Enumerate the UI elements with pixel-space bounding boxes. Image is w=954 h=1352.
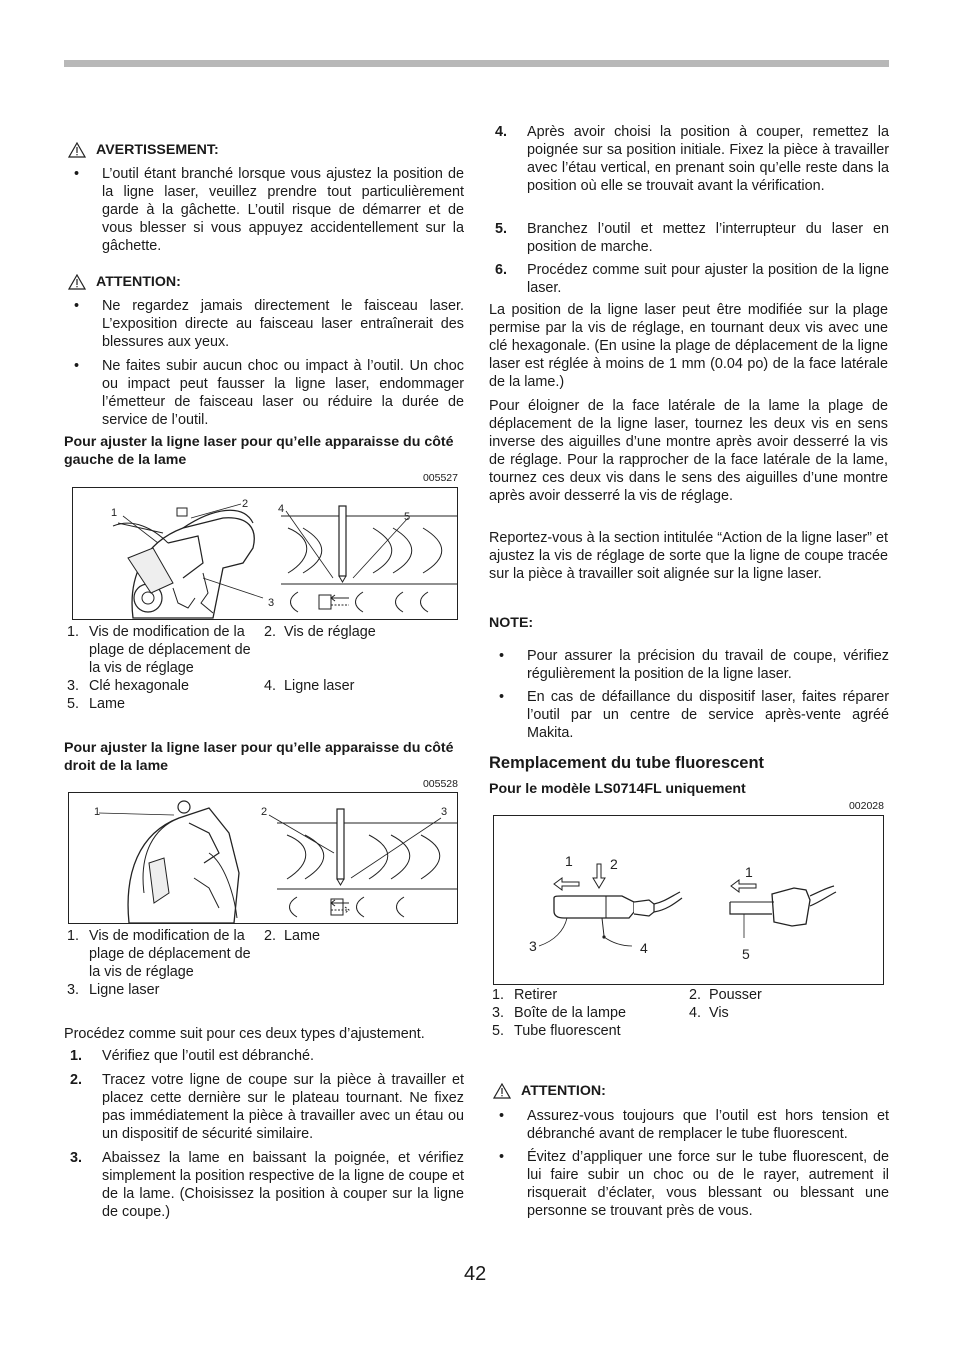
callout-2: 2 xyxy=(610,856,618,872)
page-number: 42 xyxy=(464,1263,487,1285)
figure-code: 005528 xyxy=(422,778,458,790)
callout-4: 4 xyxy=(640,940,648,956)
callout-3: 3 xyxy=(529,938,537,954)
header-rule xyxy=(64,60,889,67)
caution-bullet: • Ne regardez jamais directement le faisceau laser. L’exposition directe au faisceau laser entraînerait des blessures aux yeux. xyxy=(74,298,464,350)
paragraph: La position de la ligne laser peut être modifiée sur la plage permise par la vis de réglage, en tournant deux vis avec une clé hexagonale. (En usine la plage de déplacement de la ligne laser est réglée à moins de 1 mm (0.04 po) de la face latérale de la lame.) xyxy=(489,302,888,390)
callout-1b: 1 xyxy=(745,864,753,880)
step-item: 6. Procédez comme suit pour ajuster la position de la ligne laser. xyxy=(495,262,889,296)
callout-4: 4 xyxy=(278,503,285,515)
caution-bullet: • Ne faites subir aucun choc ou impact à l’outil. Un choc ou impact peut fausser la ligne laser, endommager l’émetteur de faisceau laser ou réduire la durée de service de l’outil. xyxy=(74,358,464,428)
figure-code: 002028 xyxy=(848,800,884,812)
figure-laser-left xyxy=(72,487,458,620)
tube-illustration xyxy=(494,816,883,984)
caution-bullet: • Assurez-vous toujours que l’outil est hors tension et débranché avant de remplacer le tube fluorescent. xyxy=(499,1108,889,1142)
paragraph: Pour éloigner de la face latérale de la lame la plage de déplacement de la ligne laser, tournez les deux vis en sens inverse des aiguilles d’une montre après avoir desserré la vis de réglage. Pour la rapprocher de la face latérale de la lame, tournez ces deux vis dans le sens des aiguilles d’une montre après avoir desserré la vis de réglage. xyxy=(489,398,888,504)
callout-3: 3 xyxy=(268,597,275,609)
saw-laser-right-illustration xyxy=(69,793,457,923)
callout-2: 2 xyxy=(242,498,249,510)
warning-bullet: • L’outil étant branché lorsque vous ajustez la position de la ligne laser, veuillez prendre tout particulièrement garde à la gâchette. L’outil risque de démarrer et de vous blesser si vous appuyez accidentellement sur la gâchette. xyxy=(74,166,464,254)
warning-icon xyxy=(68,142,86,158)
figure-laser-right xyxy=(68,792,458,924)
callout-1: 1 xyxy=(94,806,101,818)
figure-code: 005527 xyxy=(422,472,458,484)
figure-legend: 1. Vis de modification de la plage de déplacement de la vis de réglage 2. Lame 3. Ligne laser xyxy=(67,928,320,998)
caution-bullet: • Évitez d’appliquer une force sur le tube fluorescent, de lui faire subir un choc ou de le rayer, autrement il risquerait d’éclater, vous blessant ou blessant une personne se trouvant près de vous. xyxy=(499,1149,889,1219)
section-heading-tube: Remplacement du tube fluorescent xyxy=(489,754,765,772)
note-bullet: • Pour assurer la précision du travail de coupe, vérifiez régulièrement la position de la ligne laser. xyxy=(499,648,889,682)
figure-legend: 1. Vis de modification de la plage de déplacement de la vis de réglage 2. Vis de réglage 3. Clé hexagonale 4. Ligne laser 5. Lame xyxy=(67,624,376,712)
step-item: 4. Après avoir choisi la position à couper, remettez la poignée sur sa position initiale. Fixez la pièce à travailler avec l’étau vertical, en prenant soin qu’elle reste dans la position où elle se trouvait avant la vérification. xyxy=(495,124,889,194)
step-item: 3. Abaissez la lame en baissant la poignée, et vérifiez simplement la position respective de la ligne de coupe et de la lame. (Choisissez la position à couper sur la ligne de coupe.) xyxy=(70,1150,464,1220)
step-item: 5. Branchez l’outil et mettez l’interrupteur du laser en position de marche. xyxy=(495,221,889,255)
paragraph: Reportez-vous à la section intitulée “Action de la ligne laser” et ajustez la vis de réglage de sorte que la ligne de coupe tracée sur la pièce à travailler soit alignée sur la ligne laser. xyxy=(489,530,888,582)
step-item: 1. Vérifiez que l’outil est débranché. xyxy=(70,1048,314,1064)
figure-fluorescent-tube xyxy=(493,815,884,985)
callout-1: 1 xyxy=(111,507,118,519)
procedure-intro: Procédez comme suit pour ces deux types d’ajustement. xyxy=(64,1026,425,1042)
section-heading-left-side: Pour ajuster la ligne laser pour qu’elle apparaisse du côté gauche de la lame xyxy=(64,434,454,468)
section-heading-right-side: Pour ajuster la ligne laser pour qu’elle apparaisse du côté droit de la lame xyxy=(64,740,454,774)
caution-heading: ATTENTION: xyxy=(68,273,181,291)
warning-heading: AVERTISSEMENT: xyxy=(68,141,219,159)
note-bullet: • En cas de défaillance du dispositif laser, faites réparer l’outil par un centre de service après-vente agréé Makita. xyxy=(499,689,889,741)
callout-1: 1 xyxy=(565,853,573,869)
callout-5: 5 xyxy=(742,946,750,962)
model-subheading: Pour le modèle LS0714FL uniquement xyxy=(489,781,746,797)
callout-5: 5 xyxy=(404,511,411,523)
figure-legend: 1. Retirer 2. Pousser 3. Boîte de la lampe 4. Vis 5. Tube fluorescent xyxy=(492,987,762,1039)
note-heading: NOTE: xyxy=(489,615,534,631)
caution-heading: ATTENTION: xyxy=(493,1082,606,1100)
step-item: 2. Tracez votre ligne de coupe sur la pièce à travailler et placez cette dernière sur le plateau tournant. Ne fixez pas immédiatement la pièce à travailler avec un étau ou un dispositif de sécurité similaire. xyxy=(70,1072,464,1142)
saw-laser-left-illustration xyxy=(73,488,457,619)
warning-icon xyxy=(68,274,86,290)
warning-icon xyxy=(493,1083,511,1099)
callout-3: 3 xyxy=(441,806,448,818)
callout-2: 2 xyxy=(261,806,268,818)
